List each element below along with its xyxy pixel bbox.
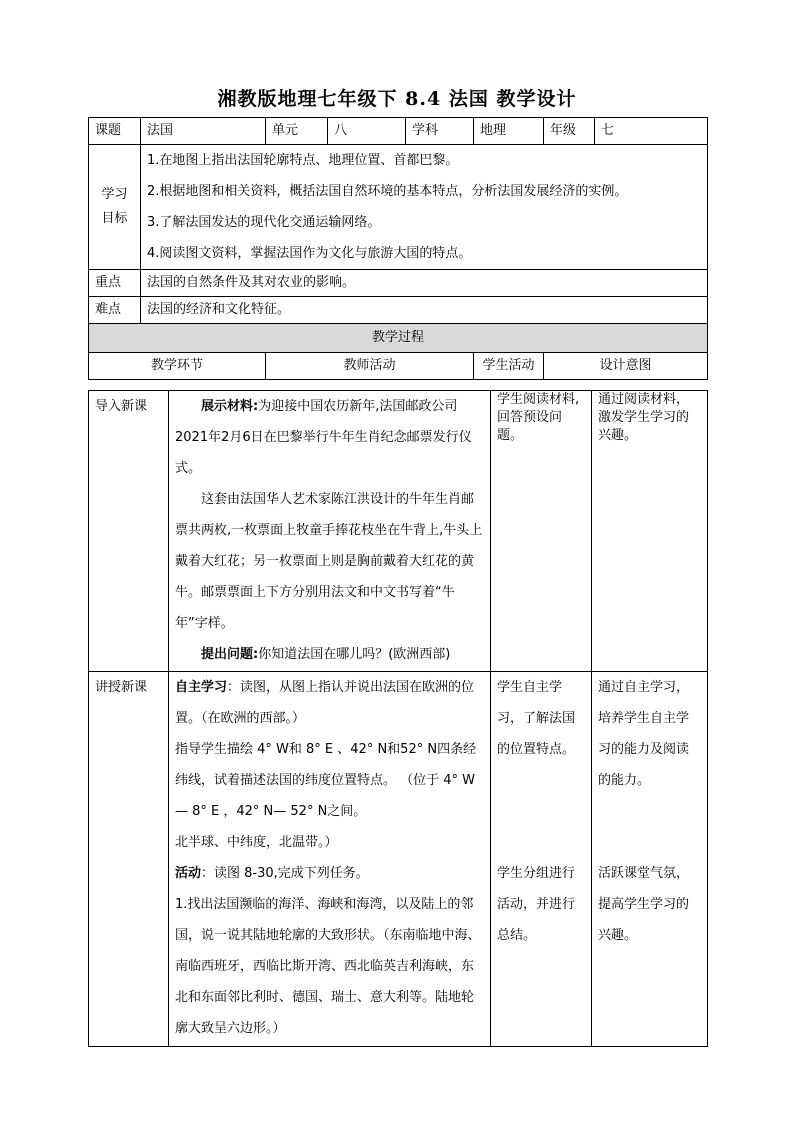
difficulty-row [89,297,708,324]
goal-item: 2.根据地图和相关资料，概括法国自然环境的基本特点，分析法国发展经济的实例。 [147,184,628,199]
lecture-stage [89,672,169,1047]
difficulty-value: 法国的经济和文化特征。 [141,297,708,324]
goals-list [141,145,708,270]
lecture-stage-label: 讲授新课 [95,680,148,695]
page-title: 湘教版地理七年级下 8.4 法国 教学设计 [217,88,577,110]
unit-label: 单元 [266,118,328,145]
goal-item: 4.阅读图文资料，掌握法国作为文化与旅游大国的特点。 [147,246,472,261]
lecture-teacher [169,672,491,1047]
col-intent: 设计意图 [544,353,708,380]
process-table [88,390,708,1047]
col-stage [89,353,266,380]
key-point-value: 法国的自然条件及其对农业的影响。 [141,270,708,297]
lesson-plan-table [88,117,708,380]
lecture-intent2: 活跃课堂气氛，提高学生学习的兴趣。 [598,866,690,943]
intro-material [175,391,484,484]
subject-label: 学科 [406,118,474,145]
goals-label-line2: 目标 [101,211,128,226]
intro-teacher [169,391,491,672]
grade-label: 年级 [544,118,595,145]
key-point-label: 重点 [89,270,141,297]
activity-label: 活动 [175,866,202,881]
question-label: 提出问题: [201,647,259,662]
goals-row [89,145,708,270]
process-header-row [89,324,708,353]
column-header-row [89,353,708,380]
col-student: 学生活动 [474,353,544,380]
intro-stage [89,391,169,672]
topic-label: 课题 [89,118,141,145]
guide-text: 指导学生描绘 4° W和 8° E 、42° N和52° N四条经纬线，试着描述法国的纬度位置特点。 （位于 4° W— 8° E ，42° N— 52° N之间。 [175,742,477,819]
intro-question [175,639,484,670]
self-study [175,672,484,734]
goals-label-line1: 学习 [101,187,128,202]
topic-value: 法国 [141,118,266,145]
process-header: 教学过程 [89,324,708,353]
intro-row [89,391,708,672]
lecture-intent [592,672,708,1047]
summary-text: 北半球、中纬度，北温带。） [175,835,338,850]
activity [175,858,484,889]
question-text: 你知道法国在哪儿吗？(欧洲西部) [258,647,451,662]
difficulty-label: 难点 [89,297,141,324]
material-label: 展示材料: [201,399,259,414]
unit-value: 八 [328,118,406,145]
lecture-student [491,672,592,1047]
goal-item: 1.在地图上指出法国轮廓特点、地理位置、首都巴黎。 [147,153,459,168]
intro-stage-label: 导入新课 [95,399,148,414]
intro-student: 学生阅读材料,回答预设问题。 [491,391,592,672]
lecture-student2: 学生分组进行活动，并进行总结。 [497,866,576,943]
grade-value: 七 [595,118,708,145]
info-row [89,118,708,145]
key-point-row [89,270,708,297]
goals-label [89,145,141,270]
subject-value: 地理 [474,118,544,145]
activity-text: ：读图 8-30,完成下列任务。 [201,866,369,881]
col-teacher: 教师活动 [266,353,474,380]
intro-paragraph2: 这套由法国华人艺术家陈江洪设计的牛年生肖邮票共两枚,一枚票面上牧童手捧花枝坐在牛背上,牛头上戴着大红花；另一枚票面上则是胸前戴着大红花的黄牛。邮票票面上下方分别用法文和中文书写着“牛年”字样。 [175,492,483,631]
self-study-text: ：读图，从图上指认并说出法国在欧洲的位置。（在欧洲的西部。） [175,680,475,726]
intro-intent: 通过阅读材料，激发学生学习的兴趣。 [592,391,708,672]
lecture-intent1: 通过自主学习，培养学生自主学习的能力及阅读的能力。 [598,680,690,788]
col-stage-label: 教学环节 [150,358,203,373]
task1-text: 1.找出法国濒临的海洋、海峡和海湾，以及陆上的邻国，说一说其陆地轮廓的大致形状。（东南临地中海、南临西班牙，西临比斯开湾、西北临英吉利海峡，东北和东面邻比利时、德国、瑞士、意大利等。陆地轮廓大致呈六边形。） [175,897,481,1036]
material-text: 为迎接中国农历新年,法国邮政公司2021年2月6日在巴黎举行牛年生肖纪念邮票发行仪式。 [175,399,472,476]
self-study-label: 自主学习 [175,680,228,695]
lecture-row [89,672,708,1047]
lecture-student1: 学生自主学习，了解法国的位置特点。 [497,680,576,757]
goal-item: 3.了解法国发达的现代化交通运输网络。 [147,215,381,230]
